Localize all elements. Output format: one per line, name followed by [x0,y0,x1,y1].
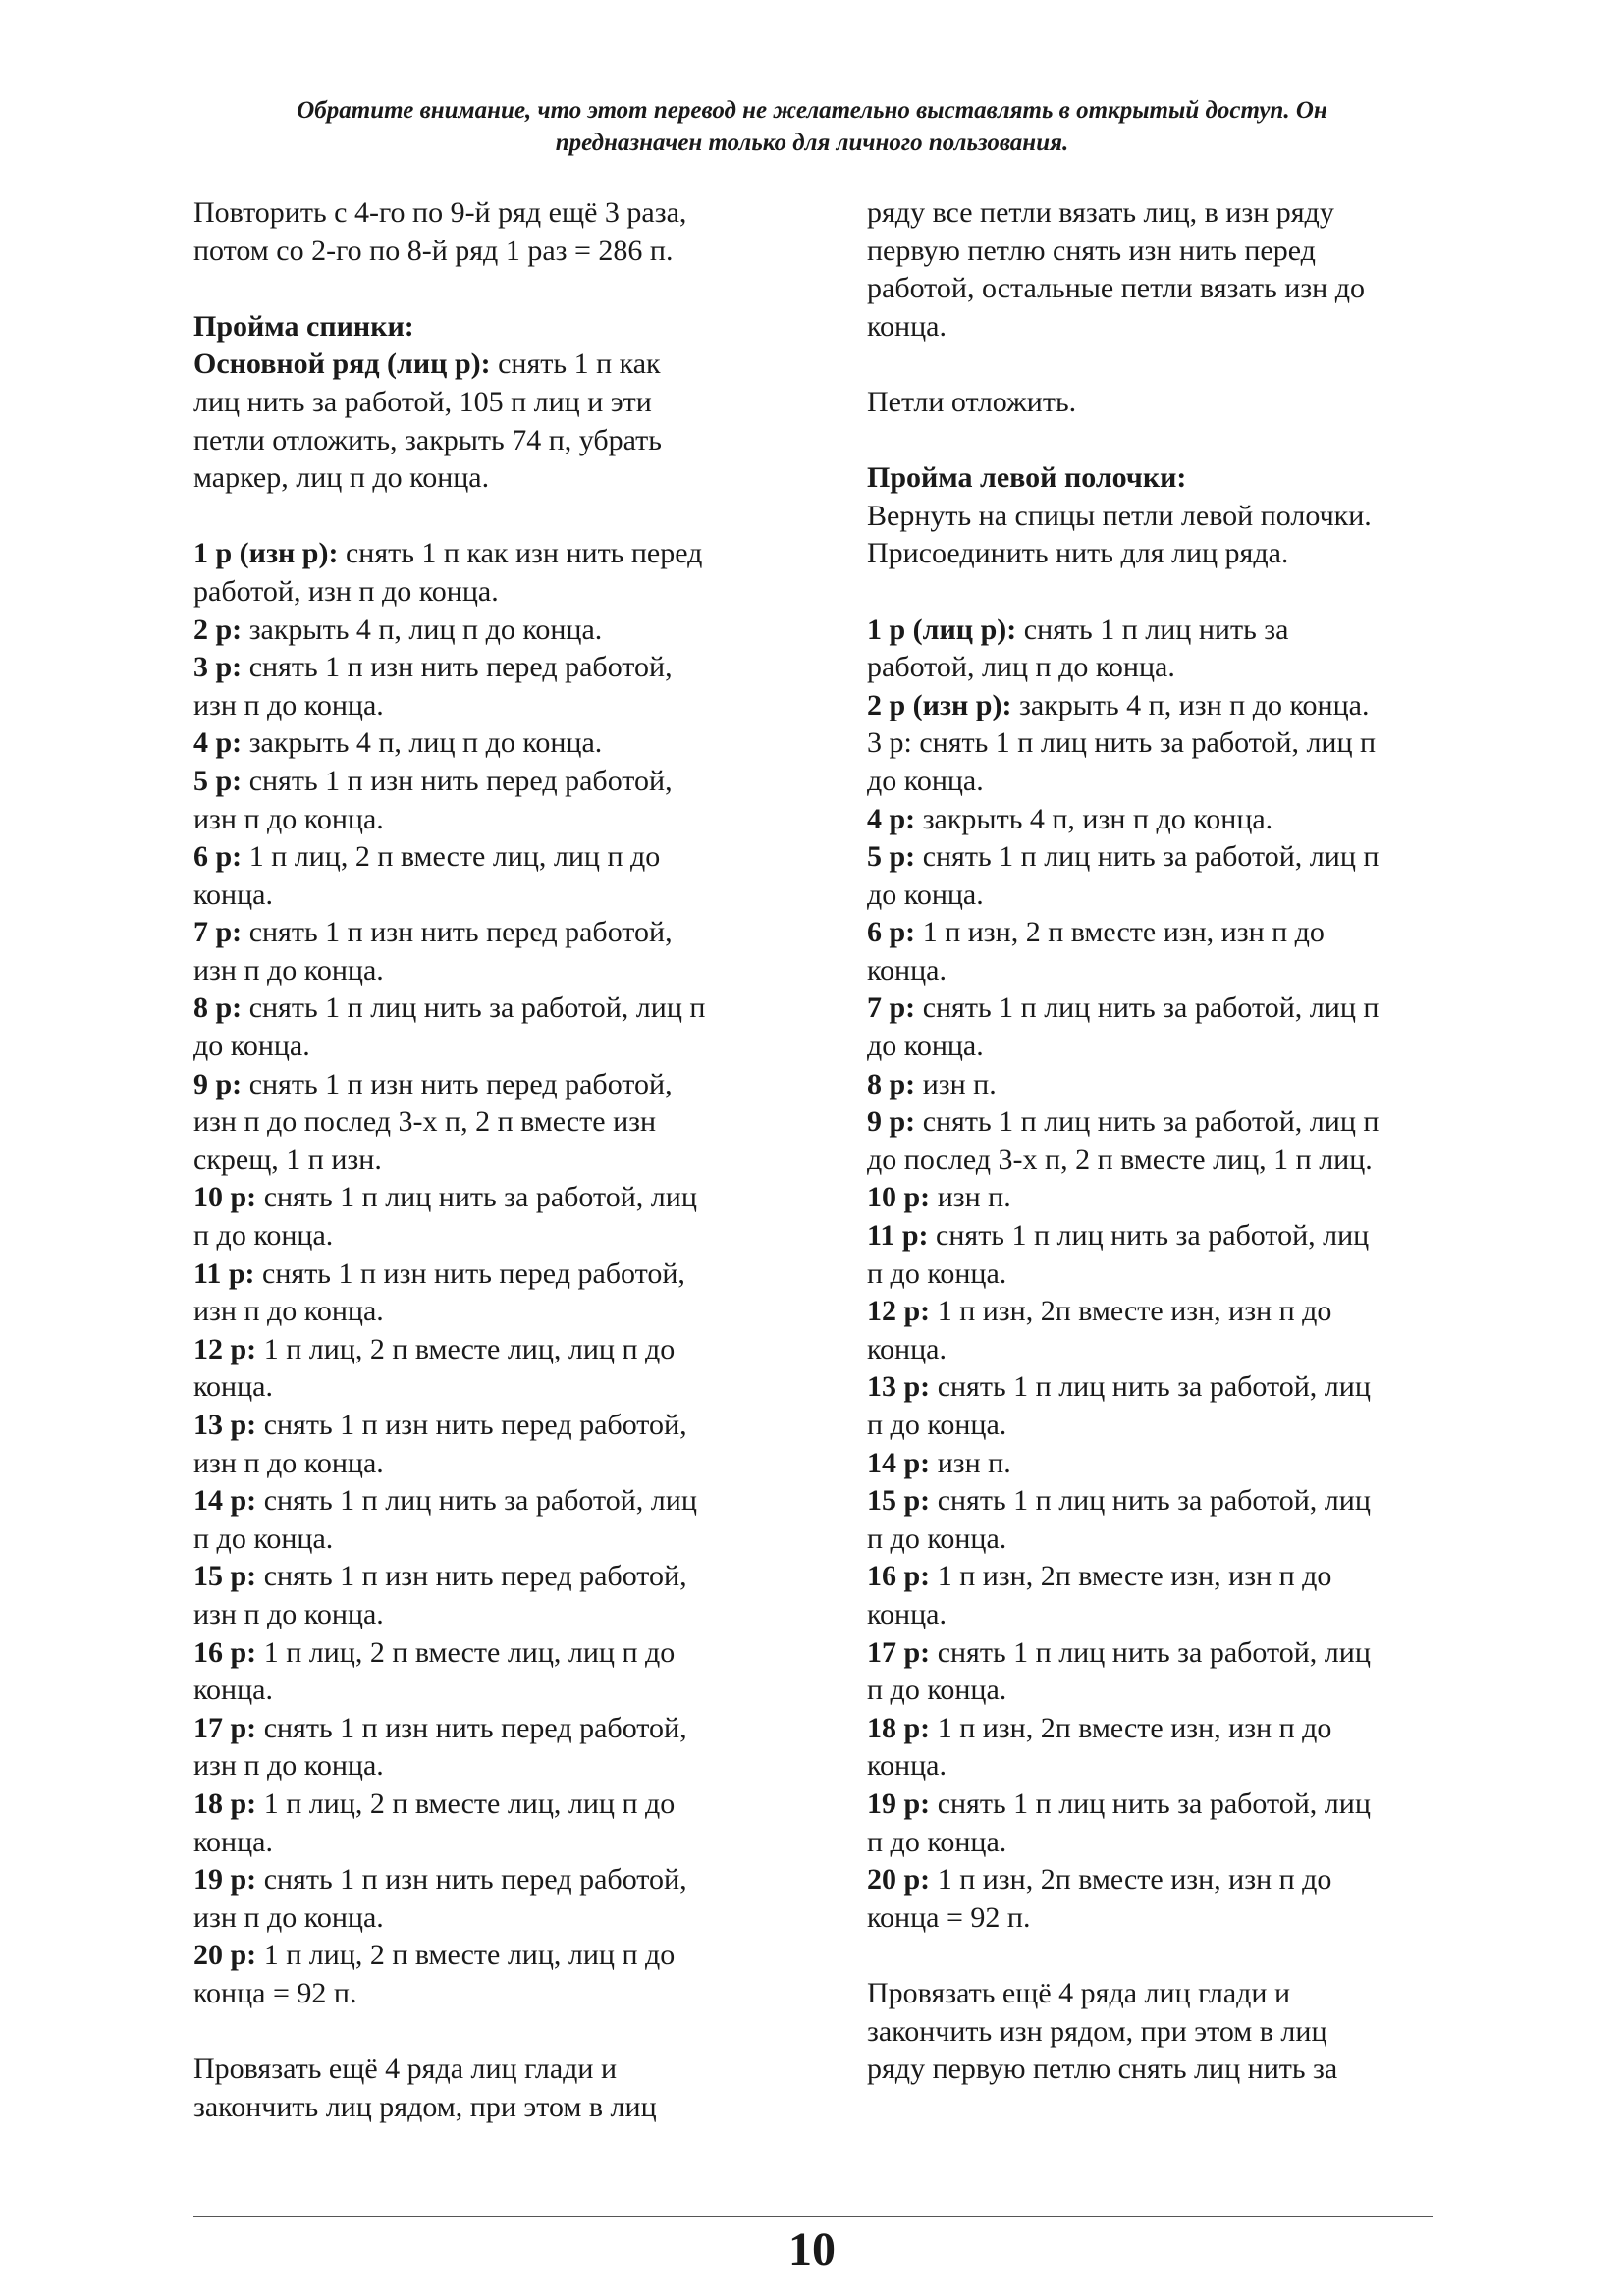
text-line [193,1596,802,1634]
text-line [193,1179,802,1217]
row-label: 18 р: [867,1711,931,1744]
row-text: закрыть 4 п, лиц п до конца. [242,613,603,646]
row-label: 11 р: [867,1219,929,1253]
row-text: 1 п лиц, 2 п вместе лиц, лиц п до [242,840,661,874]
row-text: 1 п лиц, 2 п вместе лиц, лиц п до [256,1787,676,1820]
text-line [867,459,1456,498]
text-line [193,1786,802,1824]
row-text: 1 п лиц, 2 п вместе лиц, лиц п до [256,1939,676,1972]
text-line [867,1710,1456,1748]
text-line [193,1975,802,2013]
row-label: 19 р: [193,1863,257,1896]
row-label: 20 р: [193,1939,257,1972]
text-line [193,422,802,460]
row-label: 18 р: [193,1787,257,1820]
row-text: изн п. [915,1067,997,1100]
row-text: изн п до конца. [193,1597,384,1630]
text-line [193,914,802,952]
paragraph-gap [867,573,1456,612]
row-text: п до конца. [867,1522,1007,1555]
row-text: лиц нить за работой, 105 п лиц и эти [193,385,652,418]
text-line [193,308,802,347]
text-line [193,612,802,650]
row-label: 10 р: [867,1181,931,1214]
text-line [193,1368,802,1407]
text-line [193,952,802,990]
row-text: изн п до конца. [193,953,384,987]
row-label: 8 р: [867,1067,916,1100]
row-text: 1 п изн, 2п вместе изн, изн п до [930,1863,1332,1896]
row-text: Повторить с 4-го по 9-й ряд ещё 3 раза, [193,196,687,229]
text-line [867,1293,1456,1331]
text-line [193,1293,802,1331]
row-text: снять 1 п изн нить перед работой, [256,1409,687,1441]
text-line [867,1786,1456,1824]
row-text: снять 1 п как [490,347,661,381]
text-line [867,1521,1456,1559]
row-text: снять 1 п изн нить перед работой, [242,916,673,949]
text-line [193,1521,802,1559]
row-text: изн п до конца. [193,1900,384,1934]
row-text: снять 1 п как изн нить перед [338,537,703,570]
text-line [193,763,802,801]
text-line [867,687,1456,725]
text-line [867,2013,1456,2052]
text-line [867,1672,1456,1710]
row-text: снять 1 п изн нить перед работой, [256,1560,687,1593]
row-text: конца. [193,1370,273,1404]
text-line [867,763,1456,801]
row-text: изн п. [930,1181,1011,1214]
row-text: конца = 92 п. [193,1976,357,2009]
paragraph-gap [193,270,802,308]
row-text: п до конца. [193,1219,334,1253]
row-text: снять 1 п лиц нить за работой, лиц п [915,840,1380,874]
row-label: 5 р: [867,840,916,874]
text-line [867,1368,1456,1407]
row-text: конца = 92 п. [867,1900,1031,1934]
row-label: 17 р: [193,1711,257,1744]
text-line [193,1899,802,1938]
row-text: снять 1 п изн нить перед работой, [242,1067,673,1100]
row-text: ряду все петли вязать лиц, в изн ряду [867,196,1334,229]
text-line [193,194,802,233]
row-text: Провязать ещё 4 ряда лиц глади и [193,2053,618,2086]
text-line [867,1445,1456,1483]
text-line [867,1975,1456,2013]
text-line [193,1634,802,1673]
row-label: 4 р: [867,802,916,835]
text-line [867,1596,1456,1634]
text-line [867,1179,1456,1217]
row-text: п до конца. [193,1522,334,1555]
row-label: 2 р (изн р): [867,688,1012,721]
text-line [193,724,802,763]
text-line [867,233,1456,271]
row-text: до конца. [867,878,984,911]
row-text: конца. [867,309,947,343]
text-line [193,801,802,839]
row-text: работой, остальные петли вязать изн до [867,272,1365,305]
row-text: п до конца. [867,1409,1007,1441]
row-text: изн п до конца. [193,1295,384,1328]
row-label: 7 р: [867,991,916,1025]
row-label: 3 р: [193,651,243,684]
paragraph-gap [867,1937,1456,1975]
row-label: 11 р: [193,1256,255,1290]
row-text: работой, изн п до конца. [193,574,499,608]
text-line [867,1066,1456,1104]
row-text: снять 1 п лиц нить за работой, лиц [930,1370,1371,1404]
text-line [867,194,1456,233]
row-label: 5 р: [193,764,243,797]
text-line [193,877,802,915]
text-line [193,1407,802,1445]
row-text: снять 1 п лиц нить за [1016,613,1289,646]
row-text: до конца. [867,764,984,797]
row-text: изн п до конца. [193,802,384,835]
text-line [193,2051,802,2089]
text-line [193,1672,802,1710]
row-text: п до конца. [867,1674,1007,1707]
row-text: конца. [867,953,947,987]
row-label: 1 р (лиц р): [867,613,1017,646]
notice-line-2: предназначен только для личного пользования. [555,130,1069,156]
row-text: снять 1 п лиц нить за работой, лиц [256,1181,697,1214]
row-label: 9 р: [867,1105,916,1139]
text-line [867,1558,1456,1596]
row-text: конца. [193,1825,273,1858]
row-text: снять 1 п изн нить перед работой, [256,1711,687,1744]
row-text: изн п. [930,1446,1011,1479]
row-text: снять 1 п лиц нить за работой, лиц [930,1635,1371,1669]
row-label: 14 р: [193,1484,257,1518]
notice-line-1: Обратите внимание, что этот перевод не желательно выставлять в открытый доступ. Он [297,97,1327,124]
text-line [867,1028,1456,1066]
row-text: 1 п изн, 2п вместе изн, изн п до [930,1711,1332,1744]
text-line [193,573,802,612]
right-column [867,194,1456,2089]
row-text: снять 1 п лиц нить за работой, лиц [256,1484,697,1518]
row-label: 1 р (изн р): [193,537,339,570]
row-text: Вернуть на спицы петли левой полочки. [867,499,1372,532]
paragraph-gap [867,422,1456,460]
row-label: 15 р: [193,1560,257,1593]
row-text: до конца. [193,1030,310,1063]
text-line [193,1142,802,1180]
text-line [867,1331,1456,1369]
text-line [867,952,1456,990]
row-text: изн п до конца. [193,1446,384,1479]
text-line [193,384,802,422]
row-text: изн п до конца. [193,1749,384,1783]
row-text: конца. [193,878,273,911]
notice-header [196,94,1428,159]
text-line [193,1331,802,1369]
row-text: снять 1 п лиц нить за работой, лиц п [242,991,706,1025]
text-line [867,498,1456,536]
row-label: 9 р: [193,1067,243,1100]
paragraph-gap [867,346,1456,384]
row-text: работой, лиц п до конца. [867,651,1175,684]
row-text: изн п до послед 3-х п, 2 п вместе изн [193,1105,657,1139]
text-line [867,914,1456,952]
row-text: снять 1 п лиц нить за работой, лиц п [915,1105,1380,1139]
left-column [193,194,802,2126]
row-text: снять 1 п лиц нить за работой, лиц [928,1219,1370,1253]
row-text: закончить изн рядом, при этом в лиц [867,2014,1327,2048]
row-label: 15 р: [867,1484,931,1518]
row-label: 17 р: [867,1635,931,1669]
text-line [867,1899,1456,1938]
row-text: 1 п изн, 2п вместе изн, изн п до [930,1295,1332,1328]
row-label: 6 р: [193,840,243,874]
row-text: Провязать ещё 4 ряда лиц глади и [867,1976,1291,2009]
text-line [193,1217,802,1255]
text-line [867,801,1456,839]
text-line [193,1482,802,1521]
text-line [867,384,1456,422]
footer-divider [193,2216,1433,2217]
paragraph-gap [193,2013,802,2052]
row-text: снять 1 п изн нить перед работой, [256,1863,687,1896]
row-text: маркер, лиц п до конца. [193,461,490,495]
text-line [867,1634,1456,1673]
row-label: 14 р: [867,1446,931,1479]
row-text: до послед 3-х п, 2 п вместе лиц, 1 п лиц. [867,1143,1373,1176]
text-line [193,1066,802,1104]
row-text: закрыть 4 п, лиц п до конца. [242,726,603,760]
row-label: 16 р: [867,1560,931,1593]
row-label: 19 р: [867,1787,931,1820]
row-text: п до конца. [867,1256,1007,1290]
text-line [193,687,802,725]
text-line [193,989,802,1028]
text-line [193,346,802,384]
row-text: снять 1 п изн нить перед работой, [254,1256,685,1290]
row-text: Петли отложить. [867,385,1077,418]
row-text: 1 п изн, 2п вместе изн, изн п до [930,1560,1332,1593]
row-text: конца. [867,1749,947,1783]
row-text: петли отложить, закрыть 74 п, убрать [193,423,662,456]
row-label: Основной ряд (лиц р): [193,347,491,381]
row-text: конца. [867,1597,947,1630]
text-line [867,1255,1456,1294]
text-line [867,838,1456,877]
row-text: снять 1 п лиц нить за работой, лиц [930,1787,1371,1820]
text-line [193,2089,802,2127]
row-text: ряду первую петлю снять лиц нить за [867,2053,1338,2086]
text-line [867,1103,1456,1142]
text-line [193,1747,802,1786]
text-line [193,233,802,271]
text-line [193,1824,802,1862]
row-text: конца. [867,1332,947,1365]
row-text: снять 1 п изн нить перед работой, [242,764,673,797]
text-line [193,649,802,687]
text-line [867,1142,1456,1180]
text-line [867,1217,1456,1255]
row-label: 10 р: [193,1181,257,1214]
paragraph-gap [193,498,802,536]
text-line [867,649,1456,687]
row-text: изн п до конца. [193,688,384,721]
text-line [193,1558,802,1596]
row-text: закрыть 4 п, изн п до конца. [1011,688,1370,721]
text-line [193,1255,802,1294]
row-text: конца. [193,1674,273,1707]
text-line [193,1103,802,1142]
text-line [867,1747,1456,1786]
text-line [193,1028,802,1066]
text-line [193,838,802,877]
text-line [193,1937,802,1975]
text-line [193,535,802,573]
text-line [867,989,1456,1028]
row-label: 20 р: [867,1863,931,1896]
row-text: п до конца. [867,1825,1007,1858]
row-label: 13 р: [193,1409,257,1441]
text-line [867,535,1456,573]
row-text: закрыть 4 п, изн п до конца. [915,802,1273,835]
text-line [867,1824,1456,1862]
row-text: закончить лиц рядом, при этом в лиц [193,2090,657,2123]
row-label: 12 р: [867,1295,931,1328]
row-label: 6 р: [867,916,916,949]
text-line [867,877,1456,915]
row-label: Пройма левой полочки: [867,461,1187,495]
row-text: потом со 2-го по 8-й ряд 1 раз = 286 п. [193,234,674,267]
row-text: Присоединить нить для лиц ряда. [867,537,1289,570]
row-label: 13 р: [867,1370,931,1404]
row-text: 1 п лиц, 2 п вместе лиц, лиц п до [256,1332,676,1365]
row-text: снять 1 п лиц нить за работой, лиц [930,1484,1371,1518]
text-line [867,308,1456,347]
page-number: 10 [788,2223,836,2275]
row-label: 8 р: [193,991,243,1025]
row-text: до конца. [867,1030,984,1063]
row-label: Пройма спинки: [193,309,414,343]
text-line [867,1482,1456,1521]
text-line [193,1445,802,1483]
text-line [867,724,1456,763]
text-line [193,459,802,498]
row-label: 12 р: [193,1332,257,1365]
row-text: снять 1 п изн нить перед работой, [242,651,673,684]
row-label: 4 р: [193,726,243,760]
row-text: 1 п лиц, 2 п вместе лиц, лиц п до [256,1635,676,1669]
row-label: 2 р: [193,613,243,646]
text-line [867,2051,1456,2089]
text-line [193,1710,802,1748]
text-line [867,1407,1456,1445]
row-label: 7 р: [193,916,243,949]
text-line [193,1861,802,1899]
text-line [867,270,1456,308]
row-label: 16 р: [193,1635,257,1669]
row-text: снять 1 п лиц нить за работой, лиц п [915,991,1380,1025]
row-text: 1 п изн, 2 п вместе изн, изн п до [915,916,1325,949]
row-text: первую петлю снять изн нить перед [867,234,1316,267]
text-line [867,1861,1456,1899]
text-line [867,612,1456,650]
row-text: 3 р: снять 1 п лиц нить за работой, лиц п [867,726,1377,760]
row-text: скрещ, 1 п изн. [193,1143,382,1176]
